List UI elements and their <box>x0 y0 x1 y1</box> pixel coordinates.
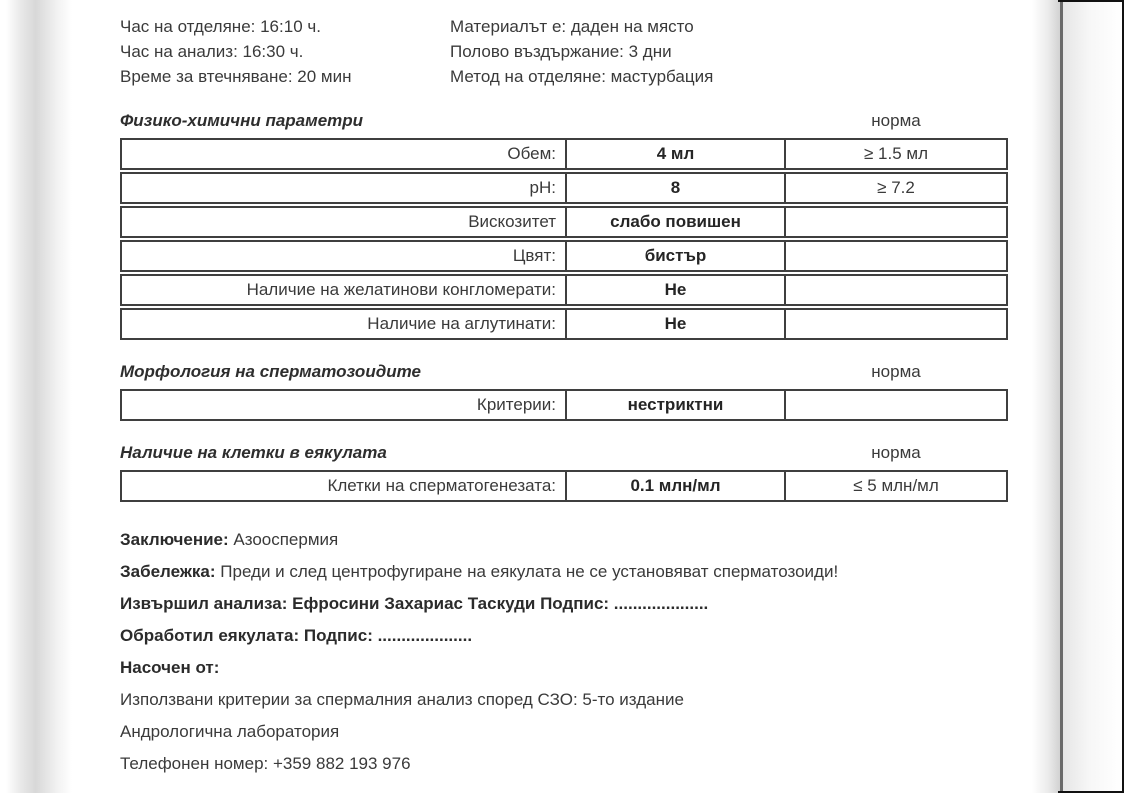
row-label: Критерии: <box>476 395 556 414</box>
section-header <box>120 111 1008 131</box>
parameters-table <box>120 138 1008 340</box>
row-value: слабо повишен <box>565 208 784 236</box>
info-line-liquefaction-time: Време за втечняване: 20 мин <box>120 67 352 86</box>
row-norm <box>784 310 1006 338</box>
section-title: Наличие на клетки в еякулата <box>120 443 387 462</box>
row-value: нестриктни <box>565 391 784 419</box>
info-line-analysis-time: Час на анализ: 16:30 ч. <box>120 42 304 61</box>
row-label: Цвят: <box>512 246 556 265</box>
norm-column-label: норма <box>871 443 921 462</box>
table-row-spermatogenesis-cells <box>120 470 1008 502</box>
table-row-volume <box>120 138 1008 170</box>
table-row-gelatinous-conglomerates <box>120 274 1008 306</box>
section-cells <box>120 443 1008 502</box>
criteria-standard-value: Използвани критерии за спермалния анализ според СЗО: 5-то издание <box>120 690 684 709</box>
info-line-collection-method: Метод на отделяне: мастурбация <box>450 67 714 86</box>
conclusion-value: Азооспермия <box>228 530 339 549</box>
note-value: Преди и след центрофугиране на еякулата не се установяват сперматозоиди! <box>215 562 839 581</box>
row-label: Обем: <box>507 144 556 163</box>
norm-column-label: норма <box>871 111 921 130</box>
section-morphology <box>120 362 1008 421</box>
analyst-label: Извършил анализа: Ефросини Захариас Таскуди Подпис: .................... <box>120 594 709 613</box>
note-label: Забележка: <box>120 562 216 581</box>
row-norm <box>784 242 1006 270</box>
page-right-fade <box>1063 0 1122 793</box>
laboratory-value: Андрологична лаборатория <box>120 722 340 741</box>
section-physico-chemical <box>120 111 1008 340</box>
referred-by-label: Насочен от: <box>120 658 220 677</box>
row-label: Наличие на желатинови конгломерати: <box>246 280 556 299</box>
sample-info-block <box>120 14 1008 89</box>
morphology-table <box>120 389 1008 421</box>
row-value: Не <box>565 276 784 304</box>
document-content <box>120 14 1008 786</box>
page-right-shadow <box>1032 0 1060 793</box>
cells-table <box>120 470 1008 502</box>
section-header <box>120 362 1008 382</box>
phone-value: Телефонен номер: +359 882 193 976 <box>120 754 411 773</box>
footer-block <box>120 530 1008 774</box>
row-norm <box>784 276 1006 304</box>
laboratory-line <box>120 722 1008 742</box>
row-label: Вискозитет <box>468 212 556 231</box>
row-label: pH: <box>529 178 556 197</box>
processor-label: Обработил еякулата: Подпис: .................... <box>120 626 473 645</box>
row-value: Не <box>565 310 784 338</box>
row-label: Клетки на сперматогенезата: <box>327 476 556 495</box>
row-value: 0.1 млн/мл <box>565 472 784 500</box>
criteria-standard-line <box>120 690 1008 710</box>
conclusion-line <box>120 530 1008 550</box>
phone-line <box>120 754 1008 774</box>
row-norm: ≥ 7.2 <box>784 174 1006 202</box>
row-norm <box>784 391 1006 419</box>
row-value: бистър <box>565 242 784 270</box>
info-line-abstinence: Полово въздържание: 3 дни <box>450 42 672 61</box>
table-row-color <box>120 240 1008 272</box>
table-row-criteria <box>120 389 1008 421</box>
row-norm: ≥ 1.5 мл <box>784 140 1006 168</box>
photo-border-top <box>1058 0 1124 2</box>
conclusion-label: Заключение: <box>120 530 229 549</box>
norm-column-label: норма <box>871 362 921 381</box>
row-label: Наличие на аглутинати: <box>367 314 556 333</box>
info-line-material: Материалът е: даден на място <box>450 17 694 36</box>
section-header <box>120 443 1008 463</box>
section-title: Морфология на сперматозоидите <box>120 362 421 381</box>
row-norm: ≤ 5 млн/мл <box>784 472 1006 500</box>
table-row-agglutinates <box>120 308 1008 340</box>
row-value: 8 <box>565 174 784 202</box>
page-left-shadow <box>6 0 72 793</box>
analyst-line <box>120 594 1008 614</box>
referred-by-line <box>120 658 1008 678</box>
info-line-collection-time: Час на отделяне: 16:10 ч. <box>120 17 321 36</box>
processor-line <box>120 626 1008 646</box>
note-line <box>120 562 1008 582</box>
table-row-ph <box>120 172 1008 204</box>
table-row-viscosity <box>120 206 1008 238</box>
sample-info-right-column <box>450 14 1008 89</box>
row-norm <box>784 208 1006 236</box>
sample-info-left-column <box>120 14 450 89</box>
row-value: 4 мл <box>565 140 784 168</box>
section-title: Физико-химични параметри <box>120 111 364 130</box>
